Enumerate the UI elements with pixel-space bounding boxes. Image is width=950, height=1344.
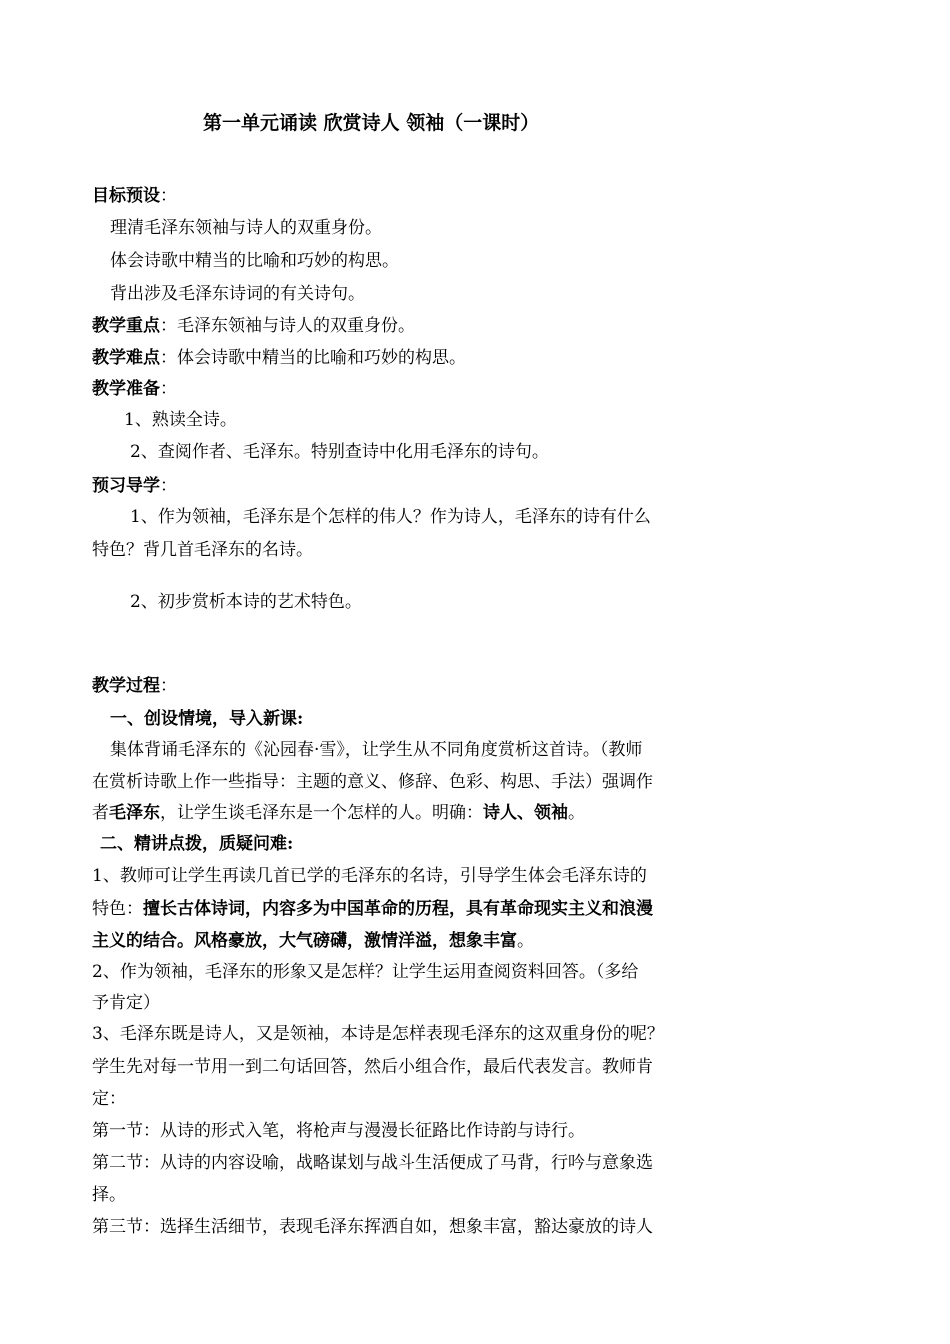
key-point-text: ：毛泽东领袖与诗人的双重身份。 [160, 316, 415, 336]
emphasis-text: 主义的结合。风格豪放，大气磅礴，激情洋溢，想象丰富 [92, 931, 517, 951]
preview-item-continued: 特色？背几首毛泽东的名诗。 [92, 540, 313, 560]
emphasis-text: 诗人、领袖 [483, 803, 568, 823]
text-run: 特色： [92, 899, 143, 919]
paragraph-line: 学生先对每一节用一到二句话回答，然后小组合作，最后代表发言。教师肯 [92, 1057, 653, 1077]
paragraph-line: 2、作为领袖，毛泽东的形象又是怎样？让学生运用查阅资料回答。（多给 [92, 962, 639, 982]
paragraph-line [92, 803, 585, 823]
paragraph-line: 予肯定） [92, 993, 160, 1013]
preparation-item: 2、查阅作者、毛泽东。特别查诗中化用毛泽东的诗句。 [130, 442, 549, 462]
section-heading: 一、创设情境，导入新课: [110, 709, 304, 729]
lesson-title: 第一单元诵读 欣赏诗人 领袖（一课时） [203, 112, 540, 134]
goal-item: 理清毛泽东领袖与诗人的双重身份。 [110, 218, 382, 238]
emphasis-text: 擅长古体诗词，内容多为中国革命的历程，具有革命现实主义和浪漫 [143, 899, 653, 919]
process-colon: ： [160, 676, 177, 696]
difficulty [92, 348, 466, 368]
preview-label: 预习导学 [92, 476, 160, 496]
preparation-label: 教学准备 [92, 379, 160, 399]
stanza-line: 第三节：选择生活细节，表现毛泽东挥洒自如，想象丰富，豁达豪放的诗人 [92, 1217, 653, 1237]
paragraph-line [92, 899, 653, 919]
process-heading [92, 676, 177, 696]
paragraph-line [92, 931, 534, 951]
preparation-item: 1、熟读全诗。 [124, 410, 237, 430]
difficulty-label: 教学难点 [92, 348, 160, 368]
paragraph-line: 定： [92, 1089, 126, 1109]
goals-heading [92, 186, 177, 206]
key-point-label: 教学重点 [92, 316, 160, 336]
stanza-line: 第一节：从诗的形式入笔，将枪声与漫漫长征路比作诗韵与诗行。 [92, 1121, 585, 1141]
preparation-colon: ： [160, 379, 177, 399]
text-run: ，让学生谈毛泽东是一个怎样的人。明确： [160, 803, 483, 823]
section-heading: 二、精讲点拨，质疑问难: [100, 834, 294, 854]
text-run: 者 [92, 803, 109, 823]
preview-heading [92, 476, 177, 496]
process-label: 教学过程 [92, 676, 160, 696]
goal-item: 体会诗歌中精当的比喻和巧妙的构思。 [110, 251, 399, 271]
difficulty-text: ：体会诗歌中精当的比喻和巧妙的构思。 [160, 348, 466, 368]
text-run: 。 [568, 803, 585, 823]
emphasis-text: 毛泽东 [109, 803, 160, 823]
stanza-line: 择。 [92, 1185, 126, 1205]
paragraph-line: 集体背诵毛泽东的《沁园春·雪》，让学生从不同角度赏析这首诗。（教师 [110, 740, 643, 760]
preview-item: 1、作为领袖，毛泽东是个怎样的伟人？作为诗人，毛泽东的诗有什么 [130, 507, 651, 527]
preview-colon: ： [160, 476, 177, 496]
preview-item: 2、初步赏析本诗的艺术特色。 [130, 592, 362, 612]
stanza-line: 第二节：从诗的内容设喻，战略谋划与战斗生活便成了马背，行吟与意象选 [92, 1153, 653, 1173]
paragraph-line: 1、教师可让学生再读几首已学的毛泽东的名诗，引导学生体会毛泽东诗的 [92, 866, 647, 886]
goals-label: 目标预设 [92, 186, 160, 206]
text-run: 。 [517, 931, 534, 951]
paragraph-line: 在赏析诗歌上作一些指导：主题的意义、修辞、色彩、构思、手法）强调作 [92, 772, 653, 792]
preparation-heading [92, 379, 177, 399]
paragraph-line: 3、毛泽东既是诗人，又是领袖，本诗是怎样表现毛泽东的这双重身份的呢？ [92, 1024, 664, 1044]
key-point [92, 316, 415, 336]
goals-colon: ： [160, 186, 177, 206]
goal-item: 背出涉及毛泽东诗词的有关诗句。 [110, 284, 365, 304]
